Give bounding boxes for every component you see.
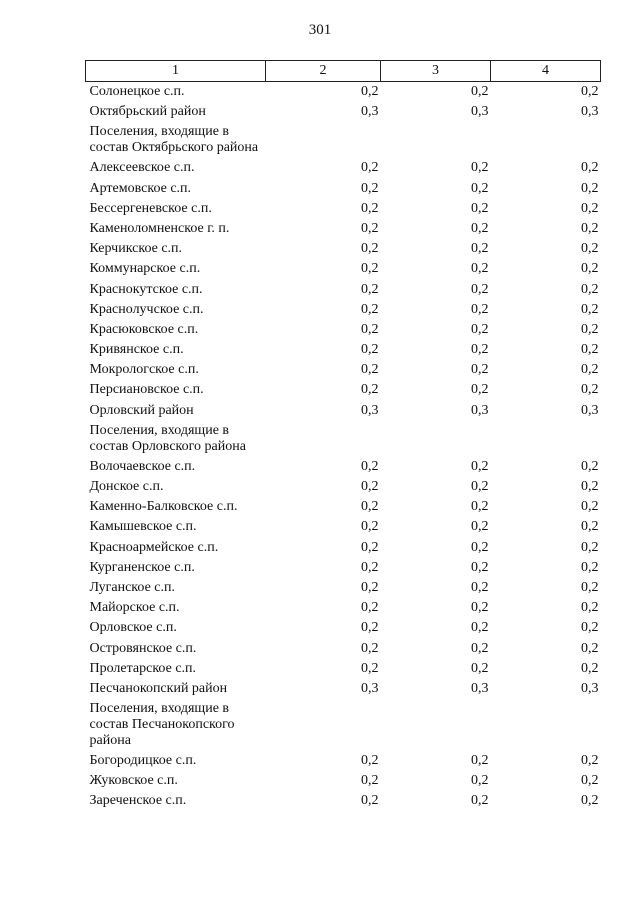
value-cell-col4: 0,2 [581,321,599,337]
value-cell-col2 [266,701,381,753]
value-cell-col4: 0,2 [581,793,599,809]
table-row [86,362,601,382]
value-cell-col2: 0,2 [361,539,379,555]
value-cell-col3: 0,2 [471,160,489,176]
value-cell-col2: 0,2 [361,519,379,535]
settlement-name-cell: Керчикское с.п. [89,241,183,257]
value-cell-col2: 0,2 [361,301,379,317]
settlement-name-cell: Персиановское с.п. [89,382,204,398]
table-row [86,499,601,519]
value-cell-col2: 0,2 [361,753,379,769]
settlement-name-cell: Поселения, входящие в состав Орловского района [89,422,246,454]
value-cell-col2: 0,2 [361,499,379,515]
value-cell-col3: 0,2 [471,773,489,789]
value-cell-col4: 0,2 [581,620,599,636]
settlement-name-cell: Зареченское с.п. [89,793,187,809]
value-cell-col4: 0,2 [581,160,599,176]
settlement-name-cell: Краснокутское с.п. [89,281,203,297]
value-cell-col4: 0,2 [581,773,599,789]
table-row [86,124,601,160]
table-row [86,519,601,539]
settlements-table [85,60,601,814]
table-row [86,342,601,362]
table-row [86,600,601,620]
settlement-name-cell: Мокрологское с.п. [89,362,199,378]
value-cell-col3: 0,2 [471,579,489,595]
value-cell-col2: 0,2 [361,479,379,494]
table-row [86,322,601,342]
value-cell-col3: 0,2 [471,220,489,236]
page-number: 301 [308,22,332,38]
value-cell-col3: 0,2 [471,753,489,769]
table-row [86,282,601,302]
value-cell-col3: 0,2 [471,660,489,676]
value-cell-col4: 0,3 [581,104,599,120]
value-cell-col4: 0,2 [581,200,599,216]
value-cell-col3: 0,2 [471,261,489,277]
value-cell-col2: 0,2 [361,220,379,236]
value-cell-col2: 0,2 [361,342,379,358]
value-cell-col2: 0,2 [361,579,379,595]
value-cell-col4: 0,2 [581,753,599,769]
value-cell-col4: 0,2 [581,458,599,474]
value-cell-col3: 0,2 [471,200,489,216]
value-cell-col2: 0,3 [361,680,379,696]
table-row [86,221,601,241]
value-cell-col2: 0,2 [361,84,379,99]
value-cell-col2: 0,2 [361,660,379,676]
value-cell-col4: 0,2 [581,342,599,358]
table-row [86,641,601,661]
settlement-name-cell: Каменно-Балковское с.п. [89,499,238,515]
value-cell-col4: 0,2 [581,261,599,277]
value-cell-col3 [381,701,491,753]
table-row [86,459,601,479]
table-row [86,382,601,402]
settlement-name-cell: Жуковское с.п. [89,773,178,789]
table-row [86,181,601,201]
value-cell-col2: 0,2 [361,160,379,176]
value-cell-col3: 0,3 [471,104,489,120]
value-cell-col3: 0,2 [471,301,489,317]
value-cell-col4: 0,2 [581,281,599,297]
value-cell-col3: 0,2 [471,180,489,196]
value-cell-col3: 0,2 [471,382,489,398]
value-cell-col2: 0,2 [361,773,379,789]
value-cell-col3: 0,2 [471,479,489,494]
value-cell-col4 [491,423,601,459]
settlement-name-cell: Майорское с.п. [89,600,180,616]
table-row [86,479,601,499]
value-cell-col2: 0,2 [361,261,379,277]
value-cell-col4: 0,2 [581,559,599,575]
value-cell-col3: 0,2 [471,241,489,257]
table-row [86,661,601,681]
value-cell-col2: 0,2 [361,640,379,656]
value-cell-col3: 0,2 [471,281,489,297]
value-cell-col4: 0,2 [581,519,599,535]
value-cell-col3: 0,2 [471,539,489,555]
value-cell-col2 [266,423,381,459]
value-cell-col3: 0,3 [471,402,489,418]
value-cell-col2: 0,2 [361,793,379,809]
table-row [86,104,601,124]
table-row [86,82,601,105]
settlement-name-cell: Коммунарское с.п. [89,261,201,277]
table-row [86,620,601,640]
settlement-name-cell: Донское с.п. [89,479,164,494]
table-row [86,201,601,221]
settlement-name-cell: Артемовское с.п. [89,180,192,196]
settlement-name-cell: Волочаевское с.п. [89,458,196,474]
table-row [86,423,601,459]
settlement-name-cell: Пролетарское с.п. [89,660,197,676]
value-cell-col2: 0,2 [361,180,379,196]
value-cell-col4: 0,2 [581,539,599,555]
value-cell-col3: 0,2 [471,640,489,656]
value-cell-col4: 0,2 [581,579,599,595]
table-row [86,681,601,701]
value-cell-col4 [491,124,601,160]
value-cell-col4: 0,2 [581,382,599,398]
value-cell-col4: 0,2 [581,640,599,656]
settlement-name-cell: Камышевское с.п. [89,519,197,535]
value-cell-col3: 0,2 [471,600,489,616]
value-cell-col4 [491,701,601,753]
settlement-name-cell: Богородицкое с.п. [89,753,197,769]
value-cell-col2: 0,2 [361,200,379,216]
column-header-1: 1 [86,61,266,82]
value-cell-col2: 0,2 [361,362,379,378]
value-cell-col2: 0,2 [361,241,379,257]
value-cell-col4: 0,2 [581,479,599,494]
value-cell-col2: 0,3 [361,104,379,120]
settlement-name-cell: Песчанокопский район [89,680,228,696]
settlement-name-cell: Орловский район [89,402,194,418]
settlement-name-cell: Островянское с.п. [89,640,197,656]
value-cell-col2: 0,2 [361,620,379,636]
table-row [86,302,601,322]
table-row [86,261,601,281]
settlement-name-cell: Алексеевское с.п. [89,160,195,176]
settlement-name-cell: Поселения, входящие в состав Песчанокопского района [89,701,235,749]
value-cell-col4: 0,2 [581,241,599,257]
value-cell-col2: 0,2 [361,321,379,337]
value-cell-col4: 0,2 [581,499,599,515]
settlement-name-cell: Солонецкое с.п. [89,84,185,99]
value-cell-col3: 0,3 [471,680,489,696]
column-header-4: 4 [491,61,601,82]
value-cell-col2: 0,2 [361,382,379,398]
value-cell-col3: 0,2 [471,321,489,337]
value-cell-col2: 0,2 [361,458,379,474]
value-cell-col3: 0,2 [471,793,489,809]
settlement-name-cell: Бессергеневское с.п. [89,200,212,216]
value-cell-col3: 0,2 [471,519,489,535]
value-cell-col3 [381,423,491,459]
table-row [86,793,601,813]
value-cell-col4: 0,2 [581,180,599,196]
column-header-3: 3 [381,61,491,82]
settlement-name-cell: Кривянское с.п. [89,342,184,358]
value-cell-col4: 0,3 [581,680,599,696]
table-row [86,241,601,261]
settlement-name-cell: Луганское с.п. [89,579,175,595]
table-row [86,160,601,180]
value-cell-col4: 0,2 [581,220,599,236]
value-cell-col3 [381,124,491,160]
value-cell-col2 [266,124,381,160]
table-row [86,753,601,773]
value-cell-col3: 0,2 [471,84,489,99]
table-row [86,560,601,580]
value-cell-col2: 0,2 [361,281,379,297]
value-cell-col3: 0,2 [471,620,489,636]
value-cell-col4: 0,2 [581,362,599,378]
settlement-name-cell: Красноармейское с.п. [89,539,219,555]
value-cell-col3: 0,2 [471,559,489,575]
value-cell-col4: 0,2 [581,600,599,616]
table-row [86,403,601,423]
table-body [86,82,601,814]
settlement-name-cell: Поселения, входящие в состав Октябрьского района [89,124,259,156]
settlement-name-cell: Курганенское с.п. [89,559,195,575]
table-row [86,773,601,793]
value-cell-col2: 0,2 [361,559,379,575]
settlement-name-cell: Октябрьский район [89,104,206,120]
value-cell-col3: 0,2 [471,458,489,474]
value-cell-col3: 0,2 [471,362,489,378]
settlement-name-cell: Краснолучское с.п. [89,301,204,317]
value-cell-col4: 0,3 [581,402,599,418]
value-cell-col3: 0,2 [471,342,489,358]
table-header-row [86,61,601,82]
table-row [86,540,601,560]
value-cell-col2: 0,2 [361,600,379,616]
value-cell-col3: 0,2 [471,499,489,515]
table-row [86,580,601,600]
settlement-name-cell: Красюковское с.п. [89,321,199,337]
value-cell-col2: 0,3 [361,402,379,418]
value-cell-col4: 0,2 [581,660,599,676]
settlement-name-cell: Орловское с.п. [89,620,177,636]
table-row [86,701,601,753]
settlement-name-cell: Каменоломненское г. п. [89,220,230,236]
value-cell-col4: 0,2 [581,84,599,99]
value-cell-col4: 0,2 [581,301,599,317]
column-header-2: 2 [266,61,381,82]
